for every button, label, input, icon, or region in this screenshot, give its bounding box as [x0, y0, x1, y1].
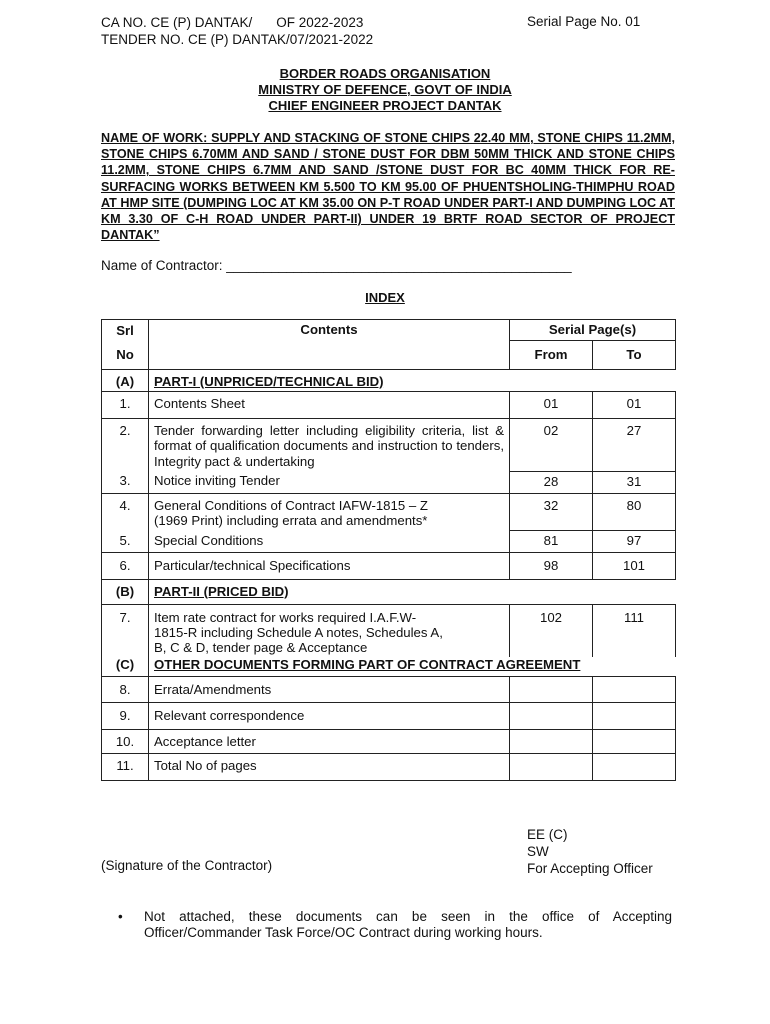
col-contents-blank	[149, 341, 510, 370]
table-row	[102, 676, 676, 703]
row-number: 4.	[102, 493, 149, 531]
part-a-number: (A)	[102, 369, 149, 392]
row-contents: Notice inviting Tender	[149, 471, 510, 493]
table-row	[102, 369, 676, 392]
row-contents: Special Conditions	[149, 531, 510, 553]
row-from	[510, 676, 593, 703]
row-contents: Relevant correspondence	[149, 703, 510, 730]
row-from	[510, 754, 593, 781]
organisation-heading	[0, 66, 770, 114]
col-serial-pages: Serial Page(s)	[510, 320, 676, 341]
col-from: From	[510, 341, 593, 370]
contractor-signature: (Signature of the Contractor)	[101, 858, 273, 873]
footnote	[120, 909, 672, 941]
row-number: 10.	[102, 729, 149, 754]
row-from: 02	[510, 418, 593, 471]
row-number: 1.	[102, 392, 149, 419]
officer-line-2: SW	[527, 844, 549, 859]
row-number: 2.	[102, 418, 149, 471]
row-to: 80	[593, 493, 676, 531]
part-c-heading: OTHER DOCUMENTS FORMING PART OF CONTRACT AGREEMENT	[149, 657, 676, 676]
row-number: 5.	[102, 531, 149, 553]
part-a-heading: PART-I (UNPRICED/TECHNICAL BID)	[149, 369, 676, 392]
index-title: INDEX	[365, 290, 405, 305]
row-contents: Errata/Amendments	[149, 676, 510, 703]
table-row	[102, 392, 676, 419]
table-row	[102, 553, 676, 580]
row-to: 31	[593, 471, 676, 493]
tender-number: TENDER NO. CE (P) DANTAK/07/2021-2022	[101, 32, 374, 47]
table-row	[102, 657, 676, 676]
row-to: 97	[593, 531, 676, 553]
index-table	[101, 319, 676, 781]
row-to: 111	[593, 605, 676, 658]
row-to: 101	[593, 553, 676, 580]
row-contents: Tender forwarding letter including eligibility criteria, list & format of qualification documents and instruction to tenders, Integrity pact & undertaking	[149, 418, 510, 471]
row-number: 6.	[102, 553, 149, 580]
footnote-text: Not attached, these documents can be seen in the office of Accepting Officer/Commander Task Force/OC Contract during working hours.	[144, 909, 672, 940]
table-row	[102, 754, 676, 781]
row-from	[510, 703, 593, 730]
org-line-1: BORDER ROADS ORGANISATION	[279, 66, 491, 81]
table-row	[102, 418, 676, 471]
row-from: 98	[510, 553, 593, 580]
ca-year: OF 2022-2023	[276, 15, 364, 30]
header-reference	[101, 14, 373, 48]
row-contents: General Conditions of Contract IAFW-1815 – Z (1969 Print) including errata and amendments*	[149, 493, 510, 531]
row-contents: Total No of pages	[149, 754, 510, 781]
col-to: To	[593, 341, 676, 370]
org-line-2: MINISTRY OF DEFENCE, GOVT OF INDIA	[258, 82, 512, 97]
row-number: 8.	[102, 676, 149, 703]
row-number: 3.	[102, 471, 149, 493]
row-from: 102	[510, 605, 593, 658]
row-number: 9.	[102, 703, 149, 730]
row-contents: Acceptance letter	[149, 729, 510, 754]
officer-line-1: EE (C)	[527, 827, 568, 842]
ca-number: CA NO. CE (P) DANTAK/	[101, 15, 253, 30]
table-row	[102, 531, 676, 553]
row-contents: Contents Sheet	[149, 392, 510, 419]
bullet-icon: •	[118, 909, 123, 924]
row-from: 81	[510, 531, 593, 553]
part-b-number: (B)	[102, 579, 149, 605]
row-number: 11.	[102, 754, 149, 781]
table-row	[102, 579, 676, 605]
col-no: No	[102, 341, 149, 370]
name-of-work: NAME OF WORK: SUPPLY AND STACKING OF STONE CHIPS 22.40 MM, STONE CHIPS 11.2MM, STONE CHIPS 6.70MM AND SAND / STONE DUST FOR DBM 50MM THICK AND STONE CHIPS 11.2MM, STONE CHIPS 6.7MM AND SAND /STONE DUST FOR BC 40MM THICK FOR RE-SURFACING WORKS BETWEEN KM 5.500 TO KM 95.00 OF PHUENTSHOLING-THIMPHU ROAD AT HMP SITE (DUMPING LOC AT KM 35.00 ON P-T ROAD UNDER PART-I AND DUMPING LOC AT KM 3.30 OF C-H ROAD UNDER PART-II) UNDER 19 BRTF ROAD SECTOR OF PROJECT DANTAK”	[101, 131, 675, 243]
part-c-number: (C)	[102, 657, 149, 676]
row-from: 01	[510, 392, 593, 419]
table-header-row-2	[102, 341, 676, 370]
row-to	[593, 754, 676, 781]
row-to: 01	[593, 392, 676, 419]
row-to: 27	[593, 418, 676, 471]
row-number: 7.	[102, 605, 149, 658]
row-from: 28	[510, 471, 593, 493]
table-row	[102, 493, 676, 531]
serial-page-number: Serial Page No. 01	[527, 14, 641, 29]
row-contents: Item rate contract for works required I.A.F.W-1815-R including Schedule A notes, Schedules A, B, C & D, tender page & Acceptance	[149, 605, 510, 658]
contractor-name-line: Name of Contractor: ______________________________________________	[101, 258, 572, 273]
row-from	[510, 729, 593, 754]
col-srl: Srl	[102, 320, 149, 341]
part-b-heading: PART-II (PRICED BID)	[149, 579, 676, 605]
officer-line-3: For Accepting Officer	[527, 861, 653, 876]
row-to	[593, 676, 676, 703]
table-row	[102, 605, 676, 658]
table-row	[102, 729, 676, 754]
table-header-row-1	[102, 320, 676, 341]
table-row	[102, 471, 676, 493]
row-from: 32	[510, 493, 593, 531]
org-line-3: CHIEF ENGINEER PROJECT DANTAK	[268, 98, 502, 113]
row-contents: Particular/technical Specifications	[149, 553, 510, 580]
table-row	[102, 703, 676, 730]
row-to	[593, 703, 676, 730]
row-to	[593, 729, 676, 754]
col-contents: Contents	[149, 320, 510, 341]
accepting-officer-signature	[527, 826, 653, 877]
